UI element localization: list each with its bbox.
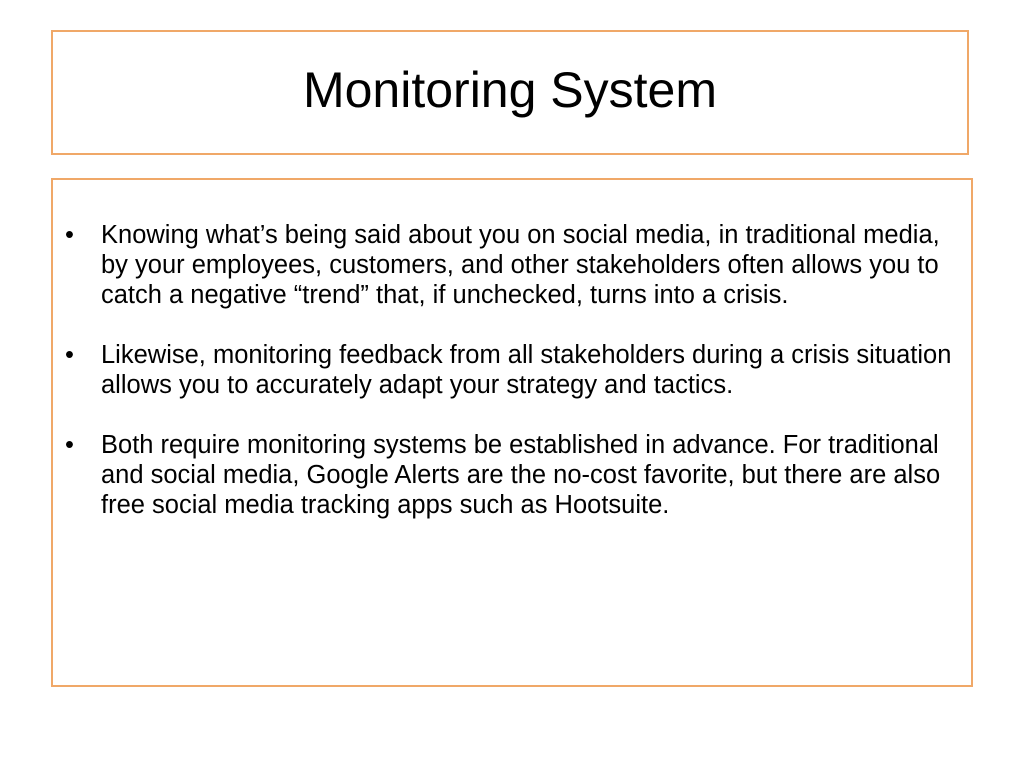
bullet-list: [53, 220, 971, 550]
bullet-item: [53, 220, 971, 310]
title-box: [51, 30, 969, 155]
bullet-icon: •: [65, 431, 74, 459]
bullet-text: Both require monitoring systems be established in advance. For traditional and social media, Google Alerts are the no-cost favorite, but there are also free social media tracking apps such as Hootsuite.: [101, 431, 941, 519]
bullet-icon: •: [65, 221, 74, 249]
bullet-item: [53, 340, 971, 400]
bullet-item: [53, 430, 971, 520]
bullet-icon: •: [65, 341, 74, 369]
content-box: [51, 178, 973, 687]
bullet-text: Likewise, monitoring feedback from all stakeholders during a crisis situation allows you to accurately adapt your strategy and tactics.: [101, 341, 952, 399]
bullet-text: Knowing what’s being said about you on social media, in traditional media, by your employees, customers, and other stakeholders often allows you to catch a negative “trend” that, if unchecked, turns into a crisis.: [101, 221, 940, 309]
slide-title: Monitoring System: [302, 61, 718, 118]
